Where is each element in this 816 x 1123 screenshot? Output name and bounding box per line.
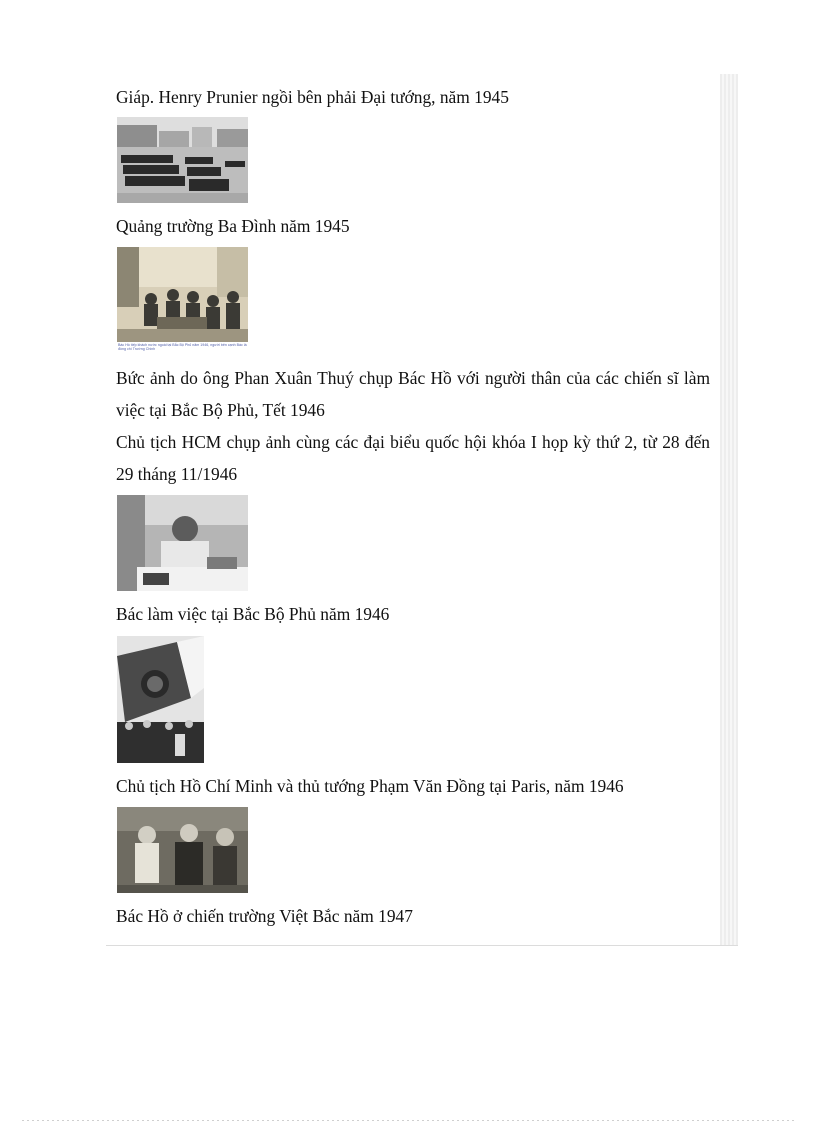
photo-ba-dinh-square bbox=[117, 117, 248, 203]
caption-giap-prunier: Giáp. Henry Prunier ngồi bên phải Đại tướng, năm 1945 bbox=[116, 87, 509, 107]
caption-ba-dinh-square: Quảng trường Ba Đình năm 1945 bbox=[116, 216, 350, 236]
page-bottom-rule bbox=[106, 945, 738, 946]
photo-bac-working bbox=[117, 495, 248, 591]
caption-bac-working: Bác làm việc tại Bắc Bộ Phủ năm 1946 bbox=[116, 604, 390, 624]
photo-note: Bác Hồ tiếp khách nước ngoài tại Bắc Bộ Phủ năm 1946, người bên cạnh Bác là đồng chí Trường Chinh bbox=[118, 343, 247, 352]
page-scroll-edge bbox=[720, 74, 738, 946]
caption-viet-bac-1947: Bác Hồ ở chiến trường Việt Bắc năm 1947 bbox=[116, 906, 413, 926]
caption-paris-1946: Chủ tịch Hồ Chí Minh và thủ tướng Phạm Văn Đồng tại Paris, năm 1946 bbox=[116, 776, 624, 796]
photo-paris-flag bbox=[117, 636, 204, 763]
photo-bac-bo-phu-meeting bbox=[117, 247, 248, 342]
caption-phan-xuan-thuy: Bức ảnh do ông Phan Xuân Thuý chụp Bác Hồ với người thân của các chiến sĩ làm việc tại Bắc Bộ Phủ, Tết 1946 bbox=[116, 368, 710, 420]
photo-viet-bac bbox=[117, 807, 248, 893]
footer-dotted-rule bbox=[22, 1120, 794, 1121]
caption-quoc-hoi-khoa-i: Chủ tịch HCM chụp ảnh cùng các đại biểu quốc hội khóa I họp kỳ thứ 2, từ 28 đến 29 tháng 11/1946 bbox=[116, 432, 710, 484]
